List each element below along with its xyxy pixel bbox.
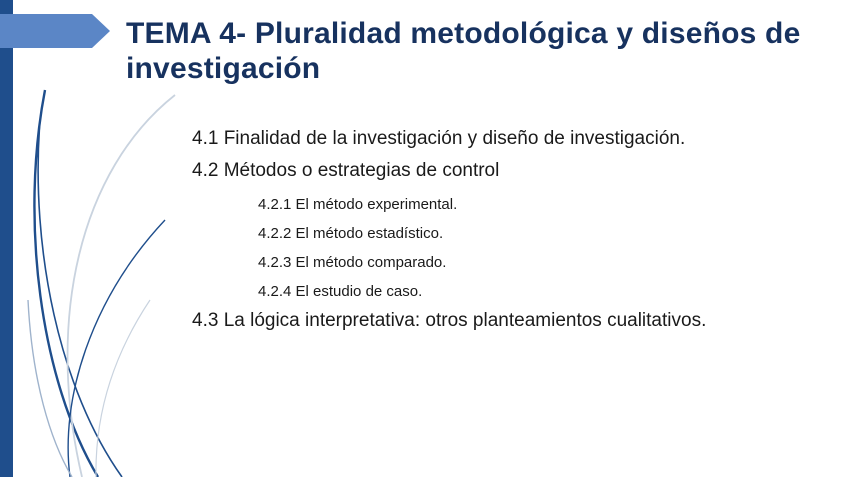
header-arrow-shape: [0, 14, 110, 48]
swoosh-line: [68, 95, 175, 477]
sub-list-item: 4.2.2 El método estadístico.: [258, 225, 444, 242]
swoosh-line: [68, 220, 165, 477]
sub-list-item: 4.2.3 El método comparado.: [258, 254, 447, 271]
topic-list: [192, 128, 832, 342]
swoosh-line: [28, 300, 72, 477]
list-item: 4.2 Métodos o estrategias de control: [192, 160, 500, 181]
sub-topic-list: [192, 196, 832, 301]
list-item: 4.1 Finalidad de la investigación y diseño de investigación.: [192, 128, 686, 149]
sub-list-item: 4.2.1 El método experimental.: [258, 196, 458, 213]
slide-title: TEMA 4- Pluralidad metodológica y diseños de investigación: [126, 17, 801, 85]
sub-list-item: 4.2.4 El estudio de caso.: [258, 283, 423, 300]
list-item: 4.3 La lógica interpretativa: otros planteamientos cualitativos.: [192, 310, 707, 331]
